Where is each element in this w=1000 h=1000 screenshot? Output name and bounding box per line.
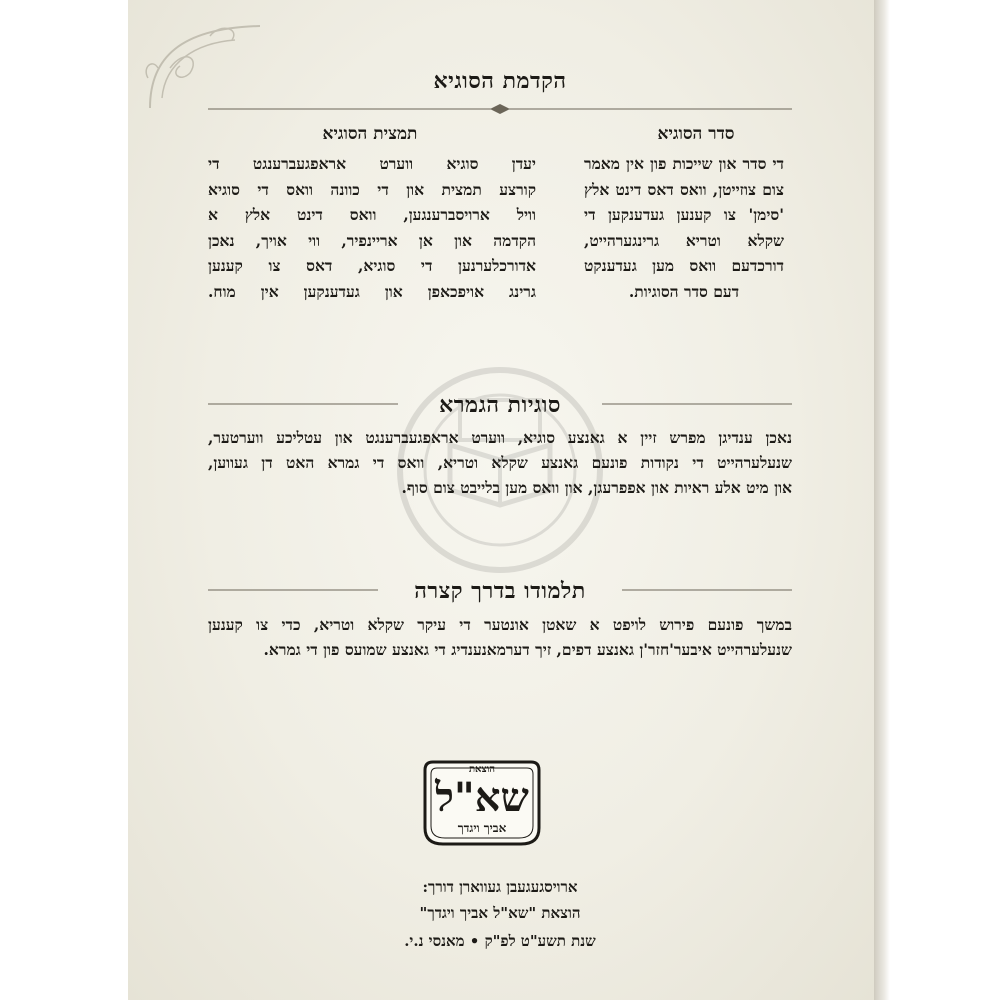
right-column-text xyxy=(584,151,784,304)
page-edge-shadow xyxy=(874,0,890,1000)
gemara-text xyxy=(208,425,792,500)
text-line: די סדר און שייכות פון אין מאמר xyxy=(584,154,784,173)
text-line: הקדמה און אן אריינפיר, ווי אויך, נאכן xyxy=(208,230,536,250)
text-line: קורצע תמצית און די כוונה וואס די סוגיא xyxy=(208,179,536,199)
summary-title: תלמודו בדרך קצרה xyxy=(414,578,586,604)
colophon-line-2: הוצאת "שא"ל אביך ויגדך" xyxy=(419,904,581,922)
gemara-rule xyxy=(208,398,792,410)
colophon-line-3: שנת תשע"ט לפ"ק • מאנסי נ.י. xyxy=(404,932,596,950)
logo-sub-text: אביך ויגדך xyxy=(457,821,507,835)
logo-main-text: שא"ל xyxy=(435,774,529,821)
text-line: דעם סדר הסוגיות. xyxy=(628,281,740,301)
text-line: צום צוזייטן, וואס דאס דינט אלץ xyxy=(584,179,784,199)
text-line: נאכן ענדיגן מפרש זיין א גאנצע סוגיא, ווערט אראפגעברענגט און עטליכע ווערטער, xyxy=(208,428,792,447)
summary-rule xyxy=(208,584,792,596)
intro-title: הקדמת הסוגיא xyxy=(433,68,567,94)
colophon-line-1: ארויסגעגעבן געווארן דורך: xyxy=(422,878,578,896)
text-line: וויל ארויסברענגען, וואס דינט אלץ א xyxy=(208,205,536,224)
text-line: במשך פונעם פירוש לויפט א שאטן אונטער די עיקר שקלא וטריא, כדי צו קענען xyxy=(208,615,792,634)
right-column-title: סדר הסוגיא xyxy=(657,124,735,144)
text-line: שנעלערהייט איבער'חזר'ן גאנצע דפים, זיך דערמאנענדיג די גאנצע שמועס פון די גמרא. xyxy=(263,640,792,659)
text-line: גרינג אויפכאפן און געדענקען אין מוח. xyxy=(208,281,536,301)
title-rule xyxy=(208,103,792,115)
text-line: דורכדעם וואס מען געדענקט xyxy=(584,256,784,275)
summary-text xyxy=(208,612,792,662)
text-line: אדורכלערנען די סוגיא, דאס צו קענען xyxy=(208,256,536,275)
corner-flourish-ornament xyxy=(140,18,270,113)
gemara-title: סוגיות הגמרא xyxy=(439,392,561,418)
left-column-text xyxy=(208,151,536,304)
text-line: 'סימן' צו קענען געדענקען די xyxy=(584,205,784,224)
text-line: שקלא וטריא גרינגערהייט, xyxy=(584,230,784,250)
text-line: און מיט אלע ראיות און אפפרעגן, און וואס מען בלייבט צום סוף. xyxy=(401,478,792,497)
text-line: שנעלערהייט די נקודות פונעם גאנצע שקלא וטריא, וואס די גמרא האט דן געווען, xyxy=(208,453,792,472)
text-line: יעדן סוגיא ווערט אראפגעברענגט די xyxy=(208,154,536,173)
logo-top-text: הוצאת xyxy=(468,764,496,775)
left-column-title: תמצית הסוגיא xyxy=(322,124,418,144)
publisher-logo xyxy=(421,758,543,848)
